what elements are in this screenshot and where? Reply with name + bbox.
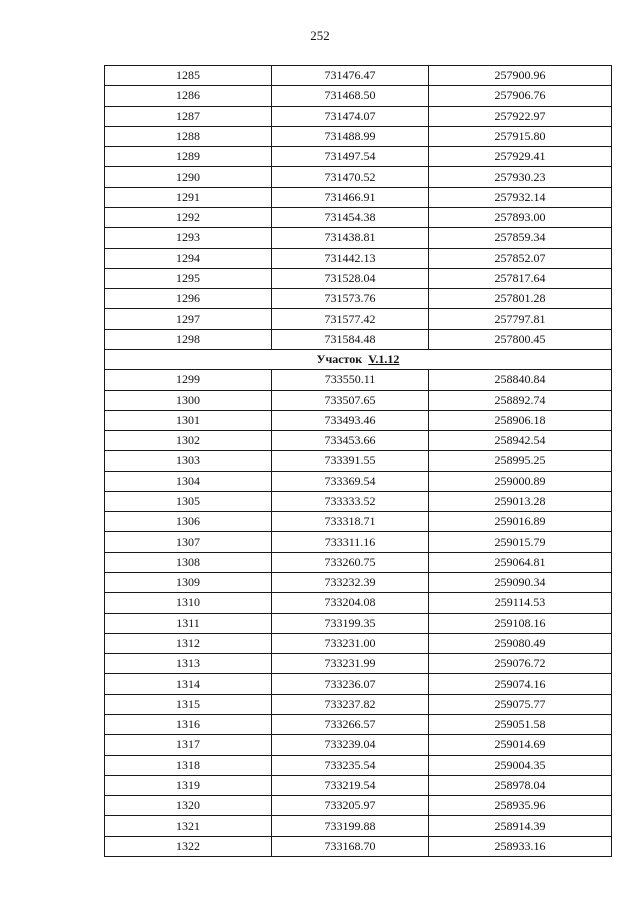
x-coordinate-cell: 733318.71: [272, 512, 429, 532]
coordinates-table-body-top: [105, 66, 612, 350]
table-row: [105, 491, 612, 511]
table-row: [105, 552, 612, 572]
table-row: [105, 715, 612, 735]
y-coordinate-cell: 257800.45: [429, 329, 612, 349]
point-number-cell: 1301: [105, 410, 272, 430]
y-coordinate-cell: 257801.28: [429, 289, 612, 309]
section-header-cell: [105, 349, 612, 369]
point-number-cell: 1302: [105, 431, 272, 451]
x-coordinate-cell: 733237.82: [272, 694, 429, 714]
y-coordinate-cell: 258942.54: [429, 431, 612, 451]
point-number-cell: 1285: [105, 66, 272, 86]
point-number-cell: 1321: [105, 816, 272, 836]
point-number-cell: 1316: [105, 715, 272, 735]
x-coordinate-cell: 733235.54: [272, 755, 429, 775]
x-coordinate-cell: 733391.55: [272, 451, 429, 471]
coordinates-table: [104, 65, 612, 857]
x-coordinate-cell: 731577.42: [272, 309, 429, 329]
point-number-cell: 1308: [105, 552, 272, 572]
y-coordinate-cell: 259051.58: [429, 715, 612, 735]
x-coordinate-cell: 733260.75: [272, 552, 429, 572]
y-coordinate-cell: 257906.76: [429, 86, 612, 106]
y-coordinate-cell: 259004.35: [429, 755, 612, 775]
x-coordinate-cell: 733232.39: [272, 573, 429, 593]
point-number-cell: 1307: [105, 532, 272, 552]
table-row: [105, 694, 612, 714]
y-coordinate-cell: 259114.53: [429, 593, 612, 613]
point-number-cell: 1289: [105, 147, 272, 167]
x-coordinate-cell: 733168.70: [272, 836, 429, 856]
point-number-cell: 1293: [105, 228, 272, 248]
x-coordinate-cell: 731497.54: [272, 147, 429, 167]
table-row: [105, 289, 612, 309]
table-row: [105, 126, 612, 146]
table-row: [105, 410, 612, 430]
point-number-cell: 1314: [105, 674, 272, 694]
table-row: [105, 451, 612, 471]
y-coordinate-cell: 259015.79: [429, 532, 612, 552]
table-row: [105, 816, 612, 836]
point-number-cell: 1319: [105, 775, 272, 795]
table-row: [105, 654, 612, 674]
point-number-cell: 1309: [105, 573, 272, 593]
y-coordinate-cell: 257922.97: [429, 106, 612, 126]
table-row: [105, 167, 612, 187]
section-header-row: [105, 349, 612, 369]
x-coordinate-cell: 733493.46: [272, 410, 429, 430]
table-row: [105, 613, 612, 633]
point-number-cell: 1295: [105, 268, 272, 288]
y-coordinate-cell: 259076.72: [429, 654, 612, 674]
x-coordinate-cell: 733204.08: [272, 593, 429, 613]
y-coordinate-cell: 257930.23: [429, 167, 612, 187]
table-row: [105, 228, 612, 248]
x-coordinate-cell: 733199.35: [272, 613, 429, 633]
x-coordinate-cell: 733236.07: [272, 674, 429, 694]
y-coordinate-cell: 258978.04: [429, 775, 612, 795]
point-number-cell: 1320: [105, 796, 272, 816]
y-coordinate-cell: 259074.16: [429, 674, 612, 694]
y-coordinate-cell: 259014.69: [429, 735, 612, 755]
x-coordinate-cell: 731474.07: [272, 106, 429, 126]
table-row: [105, 329, 612, 349]
x-coordinate-cell: 733266.57: [272, 715, 429, 735]
y-coordinate-cell: 258935.96: [429, 796, 612, 816]
x-coordinate-cell: 731584.48: [272, 329, 429, 349]
point-number-cell: 1299: [105, 370, 272, 390]
point-number-cell: 1317: [105, 735, 272, 755]
table-row: [105, 248, 612, 268]
y-coordinate-cell: 258933.16: [429, 836, 612, 856]
table-row: [105, 66, 612, 86]
table-row: [105, 370, 612, 390]
point-number-cell: 1292: [105, 207, 272, 227]
y-coordinate-cell: 259080.49: [429, 633, 612, 653]
y-coordinate-cell: 257797.81: [429, 309, 612, 329]
x-coordinate-cell: 733311.16: [272, 532, 429, 552]
table-row: [105, 674, 612, 694]
table-row: [105, 735, 612, 755]
y-coordinate-cell: 257929.41: [429, 147, 612, 167]
table-row: [105, 268, 612, 288]
point-number-cell: 1287: [105, 106, 272, 126]
table-row: [105, 633, 612, 653]
x-coordinate-cell: 733231.99: [272, 654, 429, 674]
y-coordinate-cell: 257915.80: [429, 126, 612, 146]
section-header-group: [105, 349, 612, 369]
table-row: [105, 471, 612, 491]
table-row: [105, 431, 612, 451]
table-row: [105, 187, 612, 207]
table-row: [105, 775, 612, 795]
point-number-cell: 1300: [105, 390, 272, 410]
y-coordinate-cell: 258914.39: [429, 816, 612, 836]
table-row: [105, 796, 612, 816]
point-number-cell: 1294: [105, 248, 272, 268]
point-number-cell: 1315: [105, 694, 272, 714]
point-number-cell: 1313: [105, 654, 272, 674]
point-number-cell: 1304: [105, 471, 272, 491]
table-row: [105, 836, 612, 856]
x-coordinate-cell: 731470.52: [272, 167, 429, 187]
y-coordinate-cell: 257900.96: [429, 66, 612, 86]
point-number-cell: 1322: [105, 836, 272, 856]
y-coordinate-cell: 257893.00: [429, 207, 612, 227]
y-coordinate-cell: 258995.25: [429, 451, 612, 471]
point-number-cell: 1310: [105, 593, 272, 613]
table-row: [105, 593, 612, 613]
point-number-cell: 1298: [105, 329, 272, 349]
table-row: [105, 532, 612, 552]
y-coordinate-cell: 257817.64: [429, 268, 612, 288]
point-number-cell: 1306: [105, 512, 272, 532]
y-coordinate-cell: 259016.89: [429, 512, 612, 532]
table-row: [105, 86, 612, 106]
x-coordinate-cell: 733231.00: [272, 633, 429, 653]
point-number-cell: 1311: [105, 613, 272, 633]
x-coordinate-cell: 733453.66: [272, 431, 429, 451]
point-number-cell: 1286: [105, 86, 272, 106]
x-coordinate-cell: 731528.04: [272, 268, 429, 288]
y-coordinate-cell: 259064.81: [429, 552, 612, 572]
point-number-cell: 1297: [105, 309, 272, 329]
x-coordinate-cell: 731438.81: [272, 228, 429, 248]
y-coordinate-cell: 258840.84: [429, 370, 612, 390]
x-coordinate-cell: 733369.54: [272, 471, 429, 491]
y-coordinate-cell: 258906.18: [429, 410, 612, 430]
table-row: [105, 106, 612, 126]
point-number-cell: 1303: [105, 451, 272, 471]
section-label: Участок: [316, 352, 363, 367]
table-row: [105, 512, 612, 532]
point-number-cell: 1312: [105, 633, 272, 653]
x-coordinate-cell: 733205.97: [272, 796, 429, 816]
x-coordinate-cell: 733239.04: [272, 735, 429, 755]
coordinates-table-body-bottom: [105, 370, 612, 857]
x-coordinate-cell: 731573.76: [272, 289, 429, 309]
x-coordinate-cell: 733199.88: [272, 816, 429, 836]
table-row: [105, 573, 612, 593]
y-coordinate-cell: 259000.89: [429, 471, 612, 491]
x-coordinate-cell: 733507.65: [272, 390, 429, 410]
point-number-cell: 1296: [105, 289, 272, 309]
table-row: [105, 309, 612, 329]
x-coordinate-cell: 733333.52: [272, 491, 429, 511]
section-code: V.1.12: [368, 352, 400, 367]
y-coordinate-cell: 257932.14: [429, 187, 612, 207]
x-coordinate-cell: 731442.13: [272, 248, 429, 268]
x-coordinate-cell: 731468.50: [272, 86, 429, 106]
x-coordinate-cell: 731466.91: [272, 187, 429, 207]
x-coordinate-cell: 733219.54: [272, 775, 429, 795]
y-coordinate-cell: 259090.34: [429, 573, 612, 593]
y-coordinate-cell: 259108.16: [429, 613, 612, 633]
y-coordinate-cell: 258892.74: [429, 390, 612, 410]
y-coordinate-cell: 257859.34: [429, 228, 612, 248]
y-coordinate-cell: 259013.28: [429, 491, 612, 511]
table-row: [105, 755, 612, 775]
page-number: 252: [310, 28, 330, 43]
y-coordinate-cell: 257852.07: [429, 248, 612, 268]
table-row: [105, 390, 612, 410]
y-coordinate-cell: 259075.77: [429, 694, 612, 714]
table-row: [105, 207, 612, 227]
point-number-cell: 1288: [105, 126, 272, 146]
x-coordinate-cell: 731454.38: [272, 207, 429, 227]
point-number-cell: 1305: [105, 491, 272, 511]
x-coordinate-cell: 733550.11: [272, 370, 429, 390]
point-number-cell: 1291: [105, 187, 272, 207]
x-coordinate-cell: 731476.47: [272, 66, 429, 86]
table-row: [105, 147, 612, 167]
point-number-cell: 1318: [105, 755, 272, 775]
x-coordinate-cell: 731488.99: [272, 126, 429, 146]
point-number-cell: 1290: [105, 167, 272, 187]
